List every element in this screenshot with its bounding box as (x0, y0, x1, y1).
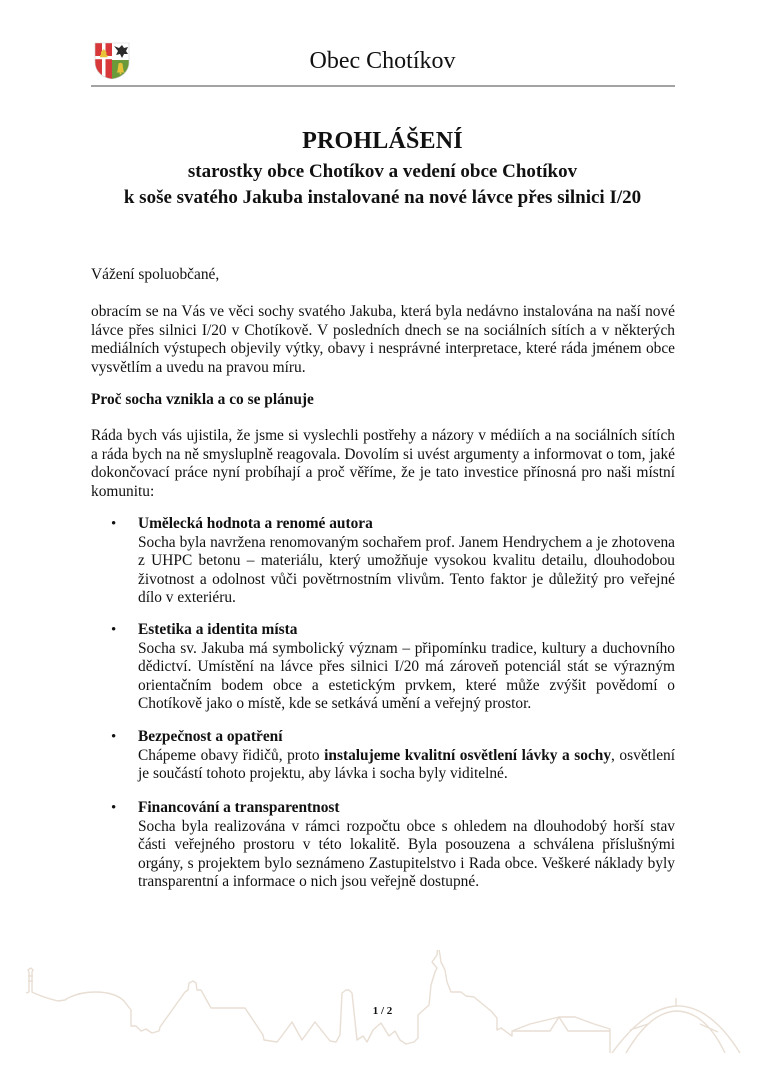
intro-paragraph: obracím se na Vás ve věci sochy svatého Jakuba, která byla nedávno instalována na naší nové lávce přes silnici I/20 v Chotíkově. V posledních dnech se na sociálních sítích a v některých mediálních výstupech objevily výtky, obavy i nesprávné interpretace, které ráda jménem obce vysvětlím a uvedu na pravou míru. (91, 303, 675, 376)
section-heading: Proč socha vznikla a co se plánuje (91, 391, 314, 408)
list-item-text: Socha byla realizována v rámci rozpočtu obce s ohledem na dlouhodobý horší stav části veřejného prostoru v této lokalitě. Byla posouzena a schválena příslušnými orgány, s projektem bylo seznámeno Zastupitelstvo i Rada obce. Veškeré náklady byly transparentní a informace o nich jsou veřejně dostupné. (138, 817, 675, 891)
greeting: Vážení spoluobčané, (91, 266, 220, 283)
header-divider (91, 85, 675, 87)
list-item-text: Socha byla navržena renomovaným sochařem prof. Janem Hendrychem a je zhotovena z UHPC betonu – materiálu, který umožňuje vysokou kvalitu detailu, dlouhodobou životnost a odolnost vůči povětrnostním vlivům. Tento faktor je důležitý pro veřejné dílo v exteriéru. (138, 533, 675, 607)
list-item-title: Estetika a identita místa (138, 621, 298, 638)
bullet-icon: • (111, 800, 117, 816)
bullet-icon: • (111, 622, 117, 638)
municipality-title: Obec Chotíkov (309, 48, 456, 74)
bullet-icon: • (111, 516, 117, 532)
list-item-title: Bezpečnost a opatření (138, 728, 283, 745)
list-item-text (138, 747, 675, 784)
emphasized-text: instalujeme kvalitní osvětlení lávky a sochy (324, 746, 612, 764)
list-item-title: Financování a transparentnost (138, 799, 340, 816)
list-item-title: Umělecká hodnota a renomé autora (138, 515, 373, 532)
page-number: 1 / 2 (372, 1005, 393, 1017)
document-subtitle-line-2: k soše svatého Jakuba instalované na nové lávce přes silnici I/20 (123, 187, 642, 208)
text-segment: Chápeme obavy řidičů, proto (138, 746, 325, 764)
section-intro-paragraph: Ráda bych vás ujistila, že jsme si vyslechli postřehy a názory v médiích a na sociálních sítích a ráda bych na ně smysluplně reagovala. Dovolím si uvést argumenty a informovat o tom, jaké dokončovací práce nyní probíhají a proč věříme, že je tato investice přínosná pro naši místní komunitu: (91, 427, 675, 500)
text-segment: , osvětlení je součástí tohoto projektu, aby lávka i socha byly viditelné. (138, 746, 675, 783)
list-item-text: Socha sv. Jakuba má symbolický význam – připomínku tradice, kultury a duchovního dědictví. Umístění na lávce přes silnici I/20 má zároveň potenciál stát se výrazným orientačním bodem obce a estetickým prvkem, které může zvýšit povědomí o Chotíkově jako o místě, kde se setkává umění a veřejný prostor. (138, 639, 675, 713)
document-title: PROHLÁŠENÍ (302, 128, 463, 154)
document-subtitle-line-1: starostky obce Chotíkov a vedení obce Chotíkov (187, 161, 578, 182)
bullet-icon: • (111, 729, 117, 745)
